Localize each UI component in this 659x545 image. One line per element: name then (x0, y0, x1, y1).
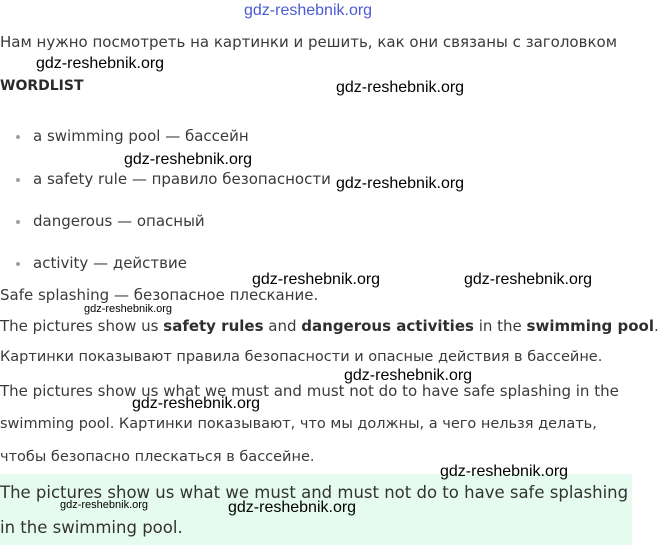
sentence-2-line-2: swimming pool. Картинки показывают, что мы должны, а чего нельзя делать, (0, 416, 597, 432)
bullet (16, 178, 20, 182)
wordlist-heading: WORDLIST (0, 78, 84, 94)
bullet (16, 135, 20, 139)
sentence-2-line-1: The pictures show us what we must and must not do to have safe splashing in the (0, 382, 619, 400)
answer-line-1: The pictures show us what we must and must not do to have safe splashing (0, 483, 629, 502)
watermark: gdz-reshebnik.org (228, 499, 357, 516)
wordlist-item: a safety rule — правило безопасности (33, 170, 331, 188)
watermark: gdz-reshebnik.org (440, 463, 569, 480)
watermark: gdz-reshebnik.org (60, 499, 149, 511)
intro-text: Нам нужно посмотреть на картинки и решить, как они связаны с заголовком (0, 33, 618, 51)
wordlist-item: a swimming pool — бассейн (33, 127, 249, 145)
watermark: gdz-reshebnik.org (336, 175, 465, 192)
answer-line-2: in the swimming pool. (0, 518, 183, 537)
sentence-1: The pictures show us safety rules and dangerous activities in the swimming pool. (0, 317, 659, 335)
sentence-2-line-3: чтобы безопасно плескаться в бассейне. (0, 449, 315, 465)
watermark: gdz-reshebnik.org (464, 271, 593, 288)
wordlist-item: activity — действие (33, 254, 187, 272)
wordlist-item: dangerous — опасный (33, 212, 205, 230)
sentence-1-ru: Картинки показывают правила безопасности и опасные действия в бассейне. (0, 349, 603, 365)
bullet (16, 220, 20, 224)
watermark: gdz-reshebnik.org (344, 367, 473, 384)
watermark: gdz-reshebnik.org (124, 151, 253, 168)
title-translation: Safe splashing — безопасное плескание. (0, 286, 319, 304)
bullet (16, 262, 20, 266)
watermark-top: gdz-reshebnik.org (244, 2, 373, 19)
watermark: gdz-reshebnik.org (84, 303, 173, 315)
watermark: gdz-reshebnik.org (336, 79, 465, 96)
watermark: gdz-reshebnik.org (132, 395, 261, 412)
watermark: gdz-reshebnik.org (36, 55, 165, 72)
watermark: gdz-reshebnik.org (252, 271, 381, 288)
